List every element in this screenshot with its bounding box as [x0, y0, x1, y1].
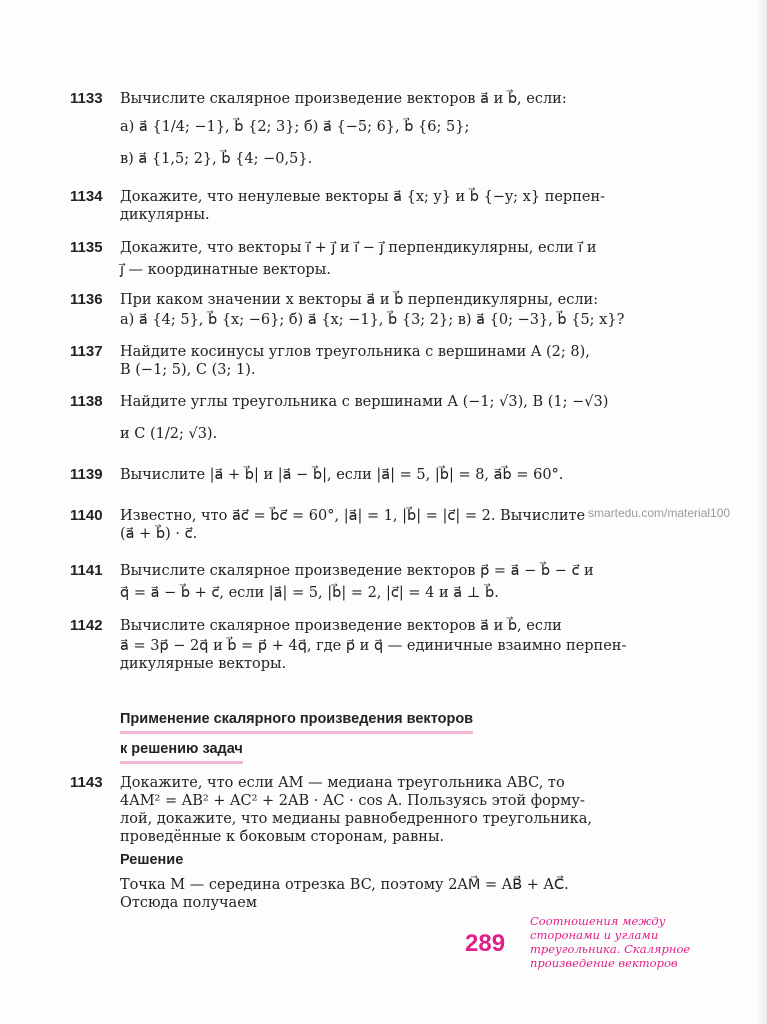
problem-number: 1140 — [70, 507, 103, 524]
problem-text: Известно, что a⃗c⃗ = b⃗c⃗ = 60°, |a⃗| = 1, |b⃗| = |c⃗| = 2. Вычислите — [120, 508, 586, 524]
problem-text: q⃗ = a⃗ − b⃗ + c⃗, если |a⃗| = 5, |b⃗| = 2, |c⃗| = 4 и a⃗ ⊥ b⃗. — [120, 585, 499, 601]
problem-number: 1142 — [70, 617, 103, 634]
problem-text: а) a⃗ {1/4; −1}, b⃗ {2; 3}; б) a⃗ {−5; 6}, b⃗ {6; 5}; — [120, 119, 470, 135]
problem-1143 — [70, 774, 675, 846]
problem-text: a⃗ = 3p⃗ − 2q⃗ и b⃗ = p⃗ + 4q⃗, где p⃗ и q⃗ — единичные взаимно перпен- — [120, 638, 627, 654]
problem-text: Вычислите скалярное произведение векторов a⃗ и b⃗, если — [120, 618, 562, 634]
problem-text: B (−1; 5), C (3; 1). — [120, 362, 256, 378]
problem-text: Докажите, что если AM — медиана треугольника ABC, то — [120, 775, 565, 791]
problem-text: дикулярные векторы. — [120, 656, 287, 672]
problem-text: и C (1/2; √3). — [120, 426, 218, 442]
watermark: smartedu.com/material100 — [588, 506, 731, 520]
problem-text: лой, докажите, что медианы равнобедренного треугольника, — [120, 811, 592, 827]
problem-1140 — [70, 507, 675, 543]
page-number: 289 — [465, 930, 506, 957]
problem-text: Вычислите скалярное произведение векторов p⃗ = a⃗ − b⃗ − c⃗ и — [120, 563, 594, 579]
problem-1133 — [70, 90, 675, 168]
problem-number: 1141 — [70, 562, 103, 579]
problem-text: Докажите, что ненулевые векторы a⃗ {x; y} и b⃗ {−y; x} перпен- — [120, 189, 606, 205]
problem-text: Докажите, что векторы i⃗ + j⃗ и i⃗ − j⃗ перпендикулярны, если i⃗ и — [120, 240, 597, 256]
problem-1134 — [70, 188, 675, 224]
problem-1136 — [70, 291, 675, 329]
problem-number: 1143 — [70, 774, 103, 791]
solution-line: Точка M — середина отрезка BC, поэтому 2AM⃗ = AB⃗ + AC⃗. — [120, 877, 569, 893]
problem-number: 1135 — [70, 239, 103, 256]
problem-text: проведённые к боковым сторонам, равны. — [120, 829, 445, 845]
problem-1142 — [70, 617, 675, 673]
problem-1137 — [70, 343, 675, 379]
problem-number: 1138 — [70, 393, 103, 410]
solution-text — [70, 876, 675, 912]
problem-text: дикулярны. — [120, 207, 210, 223]
problem-number: 1137 — [70, 343, 103, 360]
solution-line: Отсюда получаем — [120, 895, 258, 911]
section-label: Соотношения между сторонами и углами треугольника. Скалярное произведение векторов — [530, 914, 691, 970]
problem-1138 — [70, 393, 675, 443]
section-heading-line2: к решению задач — [120, 741, 243, 764]
problem-number: 1136 — [70, 291, 103, 308]
problem-number: 1139 — [70, 466, 103, 483]
problem-1141 — [70, 562, 675, 602]
problem-text: Найдите косинусы углов треугольника с вершинами A (2; 8), — [120, 344, 590, 360]
problem-text: а) a⃗ {4; 5}, b⃗ {x; −6}; б) a⃗ {x; −1}, b⃗ {3; 2}; в) a⃗ {0; −3}, b⃗ {5; x}? — [120, 312, 625, 328]
problem-text: Найдите углы треугольника с вершинами A (−1; √3), B (1; −√3) — [120, 394, 609, 410]
problem-text: 4AM² = AB² + AC² + 2AB · AC · cos A. Пользуясь этой форму- — [120, 793, 585, 809]
problem-text: При каком значении x векторы a⃗ и b⃗ перпендикулярны, если: — [120, 292, 599, 308]
problem-1135 — [70, 239, 675, 279]
solution-title: Решение — [120, 852, 184, 868]
problem-text: (a⃗ + b⃗) · c⃗. — [120, 526, 198, 542]
problem-text: в) a⃗ {1,5; 2}, b⃗ {4; −0,5}. — [120, 151, 313, 167]
problem-1139 — [70, 466, 675, 484]
section-heading-line1: Применение скалярного произведения векторов — [120, 711, 473, 734]
problem-number: 1134 — [70, 188, 103, 205]
problem-number: 1133 — [70, 90, 103, 107]
problem-text: Вычислите скалярное произведение векторов a⃗ и b⃗, если: — [120, 91, 567, 107]
page-edge — [757, 0, 767, 1024]
problem-text: j⃗ — координатные векторы. — [120, 262, 331, 278]
problem-text: Вычислите |a⃗ + b⃗| и |a⃗ − b⃗|, если |a⃗| = 5, |b⃗| = 8, a⃗b⃗ = 60°. — [120, 467, 564, 483]
